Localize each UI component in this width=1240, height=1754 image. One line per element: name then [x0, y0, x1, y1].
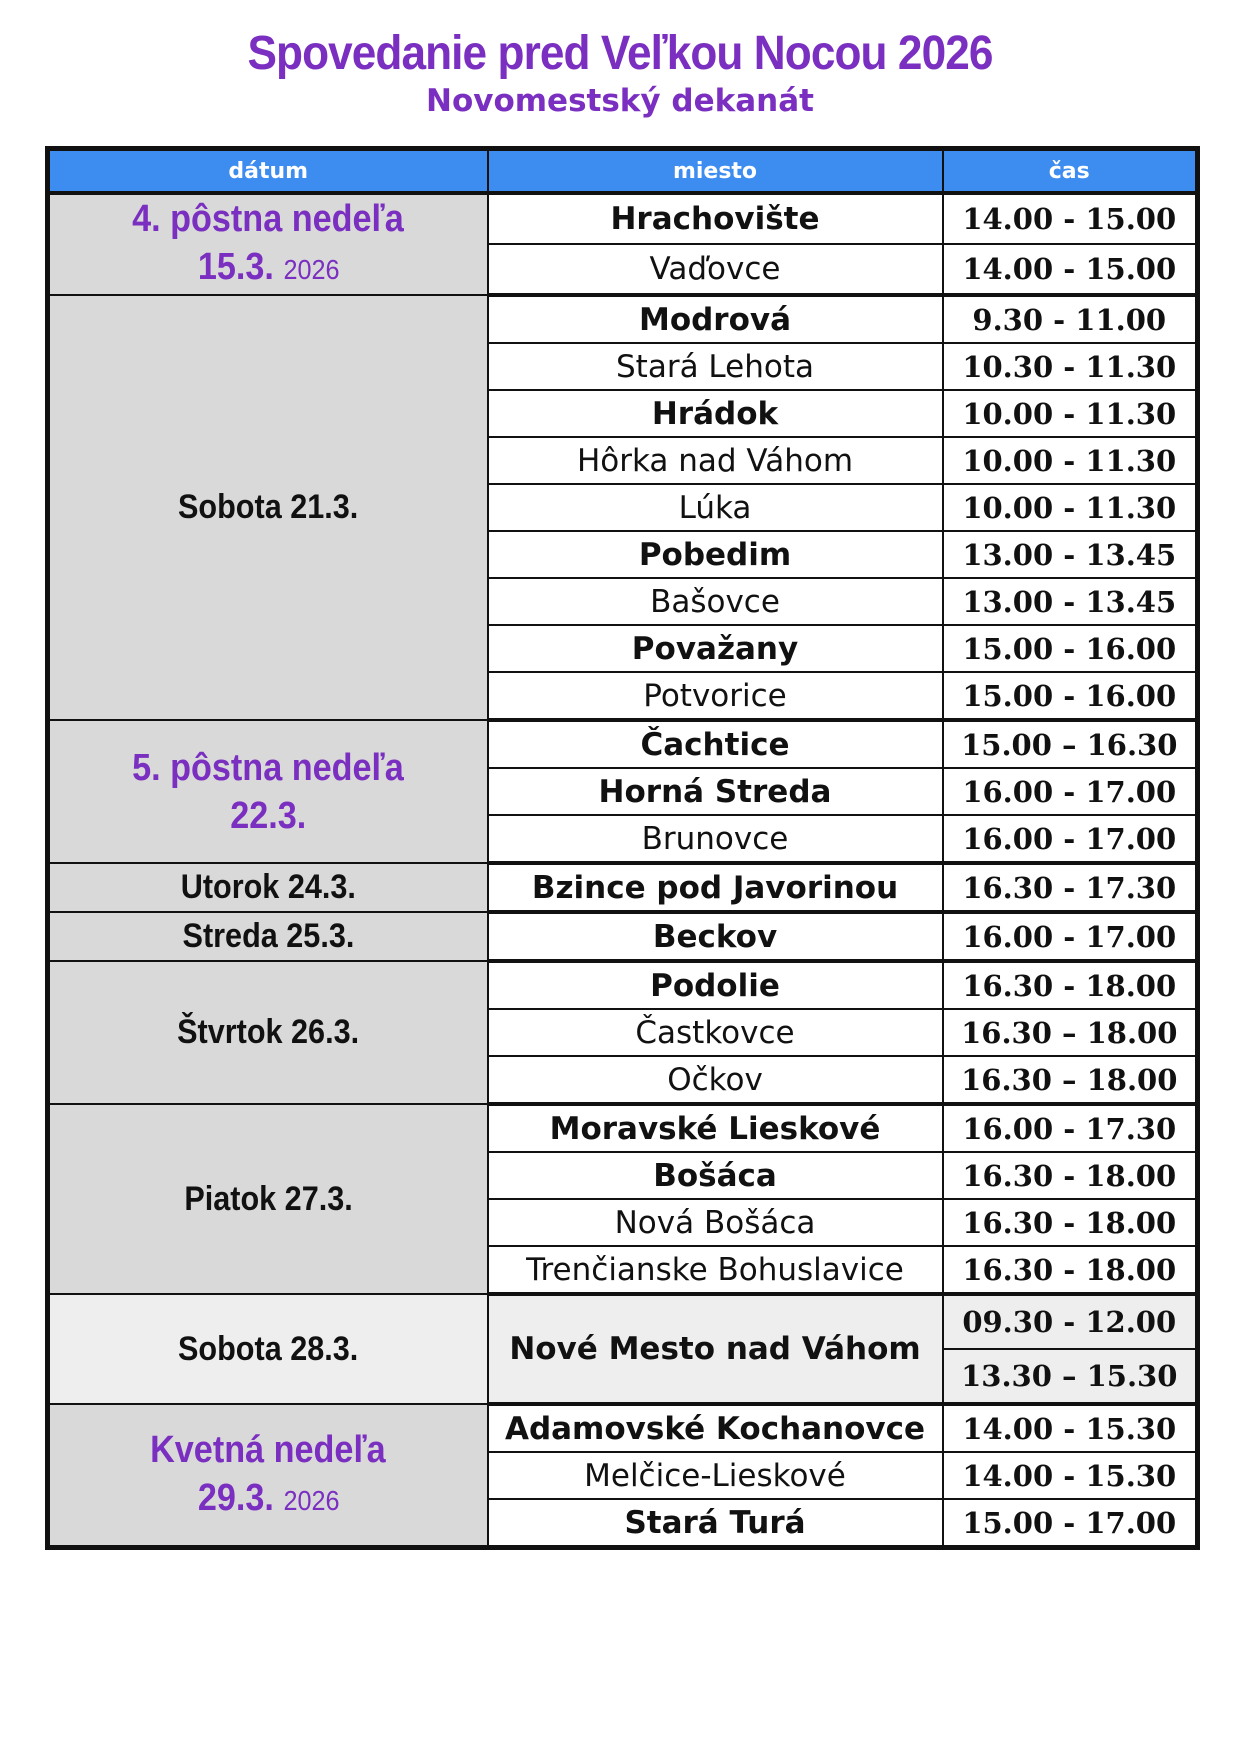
date-value: 22.3. [230, 794, 307, 837]
date-label: 5. pôstna nedeľa [132, 746, 405, 789]
time-cell: 15.00 – 16.30 [943, 720, 1198, 768]
time-cell: 16.30 - 17.30 [943, 863, 1198, 912]
place-cell: Vaďovce [488, 244, 943, 295]
place-cell: Stará Lehota [488, 343, 943, 390]
place-cell: Adamovské Kochanovce [488, 1404, 943, 1452]
place-cell: Pobedim [488, 531, 943, 578]
time-cell: 16.30 – 18.00 [943, 1056, 1198, 1104]
place-cell: Hrachovište [488, 193, 943, 244]
time-cell: 13.00 - 13.45 [943, 531, 1198, 578]
place-cell: Potvorice [488, 672, 943, 720]
place-cell: Považany [488, 625, 943, 672]
header-date: dátum [48, 149, 488, 194]
date-cell [48, 1294, 488, 1404]
place-cell: Trenčianske Bohuslavice [488, 1246, 943, 1294]
time-cell: 16.00 - 17.00 [943, 815, 1198, 863]
time-cell: 14.00 - 15.30 [943, 1452, 1198, 1499]
place-cell: Nové Mesto nad Váhom [488, 1294, 943, 1404]
time-cell: 16.00 - 17.00 [943, 912, 1198, 961]
time-cell: 10.00 - 11.30 [943, 390, 1198, 437]
date-cell [48, 863, 488, 912]
date-cell [48, 720, 488, 863]
time-cell: 16.00 - 17.00 [943, 768, 1198, 815]
place-cell: Modrová [488, 295, 943, 343]
place-cell: Hôrka nad Váhom [488, 437, 943, 484]
place-cell: Brunovce [488, 815, 943, 863]
place-cell: Očkov [488, 1056, 943, 1104]
table-row [48, 1104, 1198, 1152]
time-cell: 16.30 - 18.00 [943, 1152, 1198, 1199]
time-cell: 16.30 – 18.00 [943, 1009, 1198, 1056]
place-cell: Podolie [488, 961, 943, 1009]
time-cell: 16.30 - 18.00 [943, 1246, 1198, 1294]
date-label: Piatok 27.3. [184, 1179, 353, 1218]
place-cell: Častkovce [488, 1009, 943, 1056]
date-label: Utorok 24.3. [180, 868, 356, 906]
page-subtitle: Novomestský dekanát [426, 83, 814, 119]
time-cell: 16.30 - 18.00 [943, 1199, 1198, 1246]
date-cell [48, 912, 488, 961]
header-place: miesto [488, 149, 943, 194]
date-cell [48, 1104, 488, 1294]
date-value: 15.3. 2026 [197, 246, 340, 288]
time-cell: 16.30 - 18.00 [943, 961, 1198, 1009]
table-row [48, 863, 1198, 912]
place-cell: Lúka [488, 484, 943, 531]
header-time: čas [943, 149, 1198, 194]
place-cell: Čachtice [488, 720, 943, 768]
schedule-table [45, 146, 1200, 1550]
place-cell: Horná Streda [488, 768, 943, 815]
date-cell [48, 961, 488, 1104]
table-row [48, 720, 1198, 768]
table-row [48, 193, 1198, 244]
date-cell [48, 295, 488, 720]
date-label: Kvetná nedeľa [150, 1428, 387, 1471]
table-row [48, 1294, 1198, 1349]
time-cell: 13.00 - 13.45 [943, 578, 1198, 625]
place-cell: Melčice-Lieskové [488, 1452, 943, 1499]
place-cell: Bašovce [488, 578, 943, 625]
place-cell: Stará Turá [488, 1499, 943, 1548]
date-label: Streda 25.3. [182, 917, 355, 955]
time-cell: 10.00 - 11.30 [943, 437, 1198, 484]
date-cell [48, 1404, 488, 1548]
table-row [48, 912, 1198, 961]
place-cell: Beckov [488, 912, 943, 961]
date-label: Sobota 21.3. [178, 488, 359, 526]
place-cell: Nová Bošáca [488, 1199, 943, 1246]
place-cell: Moravské Lieskové [488, 1104, 943, 1152]
place-cell: Bošáca [488, 1152, 943, 1199]
page-title: Spovedanie pred Veľkou Nocou 2026 [247, 27, 993, 80]
table-row [48, 961, 1198, 1009]
time-cell: 13.30 – 15.30 [943, 1349, 1198, 1404]
date-cell [48, 193, 488, 295]
place-cell: Hrádok [488, 390, 943, 437]
date-value: 29.3. 2026 [197, 1476, 340, 1519]
time-cell: 14.00 - 15.00 [943, 244, 1198, 295]
table-row [48, 1404, 1198, 1452]
time-cell: 9.30 - 11.00 [943, 295, 1198, 343]
time-cell: 15.00 - 16.00 [943, 625, 1198, 672]
date-label: 4. pôstna nedeľa [132, 198, 405, 240]
date-label: Štvrtok 26.3. [177, 1013, 360, 1051]
time-cell: 15.00 - 17.00 [943, 1499, 1198, 1548]
date-label: Sobota 28.3. [178, 1329, 359, 1368]
table-header-row [48, 149, 1198, 194]
table-row [48, 295, 1198, 343]
time-cell: 10.30 - 11.30 [943, 343, 1198, 390]
time-cell: 14.00 - 15.30 [943, 1404, 1198, 1452]
time-cell: 15.00 - 16.00 [943, 672, 1198, 720]
time-cell: 14.00 - 15.00 [943, 193, 1198, 244]
place-cell: Bzince pod Javorinou [488, 863, 943, 912]
time-cell: 16.00 - 17.30 [943, 1104, 1198, 1152]
time-cell: 10.00 - 11.30 [943, 484, 1198, 531]
time-cell: 09.30 - 12.00 [943, 1294, 1198, 1349]
